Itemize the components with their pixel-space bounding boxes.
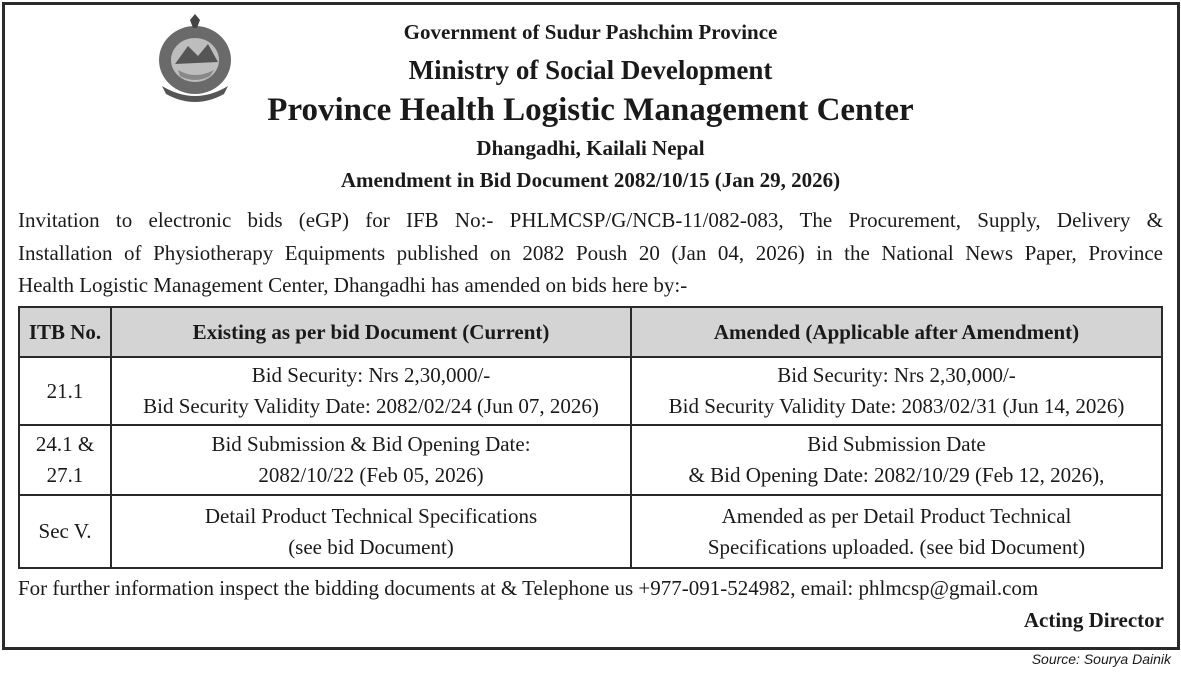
- table-row: [19, 357, 1162, 425]
- table-row: [19, 495, 1162, 568]
- table-header-row: [19, 307, 1162, 357]
- cell-line: Detail Product Technical Specifications: [204, 503, 538, 528]
- cell-line: Amended as per Detail Product Technical: [721, 503, 1072, 528]
- source-credit: Source: Sourya Dainik: [1031, 651, 1171, 667]
- cell-line: Bid Security: Nrs 2,30,000/-: [251, 363, 491, 387]
- column-header-amended: Amended (Applicable after Amendment): [631, 307, 1162, 357]
- column-header-itb: ITB No.: [19, 307, 111, 357]
- itb-number: 24.1 &: [35, 432, 95, 456]
- itb-cell: [19, 357, 111, 425]
- amended-cell: [631, 357, 1162, 425]
- cell-line: Bid Submission & Bid Opening Date:: [211, 432, 531, 456]
- location-heading: Dhangadhi, Kailali Nepal: [476, 136, 705, 160]
- amendment-table: [18, 306, 1163, 569]
- cell-line: & Bid Opening Date: 2082/10/29 (Feb 12, 2026),: [688, 463, 1105, 487]
- amended-cell: [631, 425, 1162, 495]
- intro-line: Health Logistic Management Center, Dhangadhi has amended on bids here by:-: [18, 273, 688, 297]
- table-row: [19, 425, 1162, 495]
- cell-line: Specifications uploaded. (see bid Document): [707, 534, 1086, 559]
- cell-line: Bid Submission Date: [807, 432, 986, 456]
- itb-cell: [19, 495, 111, 568]
- notice-title: Amendment in Bid Document 2082/10/15 (Jan 29, 2026): [340, 168, 841, 192]
- itb-number: Sec V.: [38, 519, 92, 543]
- cell-line: Bid Security Validity Date: 2082/02/24 (Jun 07, 2026): [143, 394, 599, 418]
- existing-cell: [111, 425, 631, 495]
- intro-paragraph: [18, 204, 1163, 302]
- existing-cell: [111, 357, 631, 425]
- cell-line: Bid Security Validity Date: 2083/02/31 (Jun 14, 2026): [668, 394, 1125, 418]
- ministry-heading: Ministry of Social Development: [408, 55, 773, 85]
- government-heading: Government of Sudur Pashchim Province: [403, 20, 778, 44]
- contact-info: For further information inspect the bidding documents at & Telephone us +977-091-524982, email: phlmcsp@gmail.com: [18, 576, 1039, 600]
- intro-line: Invitation to electronic bids (eGP) for IFB No:- PHLMCSP/G/NCB-11/082-083, The Procurement, Supply, Delivery &: [18, 208, 1163, 232]
- amended-cell: [631, 495, 1162, 568]
- column-header-existing: Existing as per bid Document (Current): [111, 307, 631, 357]
- cell-line: Bid Security: Nrs 2,30,000/-: [777, 363, 1016, 387]
- cell-line: 2082/10/22 (Feb 05, 2026): [258, 463, 484, 487]
- signatory: Acting Director: [1023, 608, 1164, 632]
- existing-cell: [111, 495, 631, 568]
- intro-line: Installation of Physiotherapy Equipments published on 2082 Poush 20 (Jan 04, 2026) in the National News Paper, Province: [18, 240, 1163, 265]
- itb-number: 27.1: [46, 463, 84, 487]
- itb-number: 21.1: [46, 378, 84, 403]
- cell-line: (see bid Document): [288, 534, 454, 559]
- office-heading: Province Health Logistic Management Center: [267, 92, 914, 128]
- itb-cell: [19, 425, 111, 495]
